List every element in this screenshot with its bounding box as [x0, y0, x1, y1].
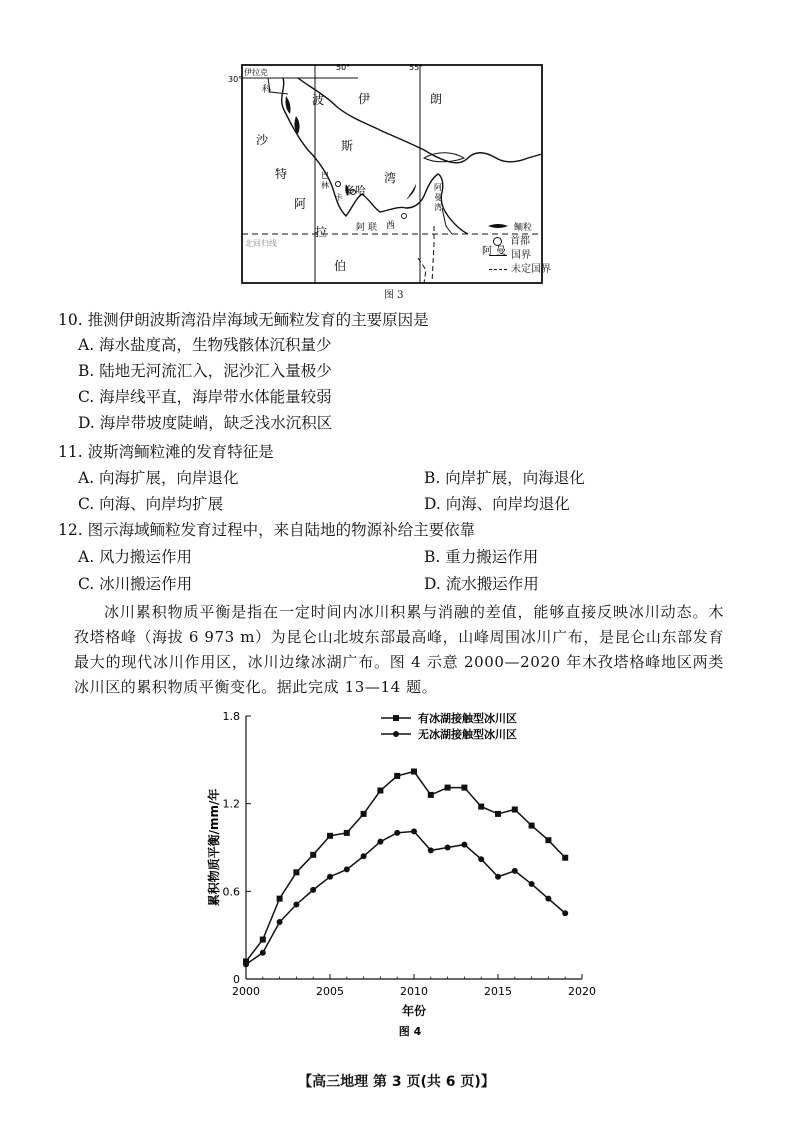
- x-tick-label: 2020: [568, 985, 596, 998]
- data-point-circle: [529, 881, 535, 887]
- label-uae-3: 酋: [386, 221, 396, 231]
- data-point-circle: [377, 839, 383, 845]
- legend-row-border: [489, 249, 579, 263]
- question-10-option-b[interactable]: B. 陆地无河流汇入，泥沙汇入量极少: [78, 362, 332, 380]
- question-12-option-d[interactable]: D. 流水搬运作用: [424, 575, 539, 593]
- data-point-square: [260, 937, 266, 943]
- label-iran-2: 朗: [430, 92, 443, 106]
- data-point-square: [529, 823, 535, 829]
- question-12-option-b[interactable]: B. 重力搬运作用: [424, 548, 539, 566]
- label-persian-3: 湾: [384, 171, 397, 185]
- undefined-border-icon: [489, 269, 507, 270]
- chart-axes: [206, 710, 596, 1038]
- question-12-option-c[interactable]: C. 冰川搬运作用: [78, 575, 193, 593]
- question-11-stem: 11. 波斯湾鲕粒滩的发育特征是: [58, 443, 274, 461]
- y-tick-label: 1.8: [222, 710, 240, 723]
- label-saudi-1: 沙: [256, 133, 269, 147]
- label-hormuz-1: 阿: [434, 183, 442, 192]
- data-point-square: [293, 869, 299, 875]
- data-point-square: [327, 833, 333, 839]
- data-point-square: [562, 855, 568, 861]
- data-point-square: [428, 792, 434, 798]
- label-oman-1: 阿: [482, 246, 492, 257]
- data-point-circle: [327, 874, 333, 880]
- question-11-option-d[interactable]: D. 向海、向岸均退化: [424, 495, 570, 513]
- passage-text: 冰川累积物质平衡是指在一定时间内冰川积累与消融的差值，能够直接反映冰川动态。木孜塔格峰（海拔 6 973 m）为昆仑山北坡东部最高峰，山峰周围冰川广布，是昆仑山东部发育最大的现代冰川作用区，冰川边缘冰湖广布。图 4 示意 2000—2020 年木孜塔格峰地区两类冰川区的累积物质平衡变化。据此完成 13—14 题。: [74, 603, 724, 696]
- x-tick-label: 2015: [484, 985, 512, 998]
- capital-icon: [493, 237, 502, 246]
- data-point-square: [361, 811, 367, 817]
- data-point-circle: [428, 847, 434, 853]
- x-tick-label: 2000: [232, 985, 260, 998]
- data-point-square: [394, 773, 400, 779]
- y-axis-label: 累积物质平衡/mm/年: [207, 788, 221, 907]
- data-point-square: [411, 769, 417, 775]
- legend-oolite-label: 鲕粒: [514, 223, 533, 233]
- data-point-square: [310, 852, 316, 858]
- y-tick-label: 0.6: [222, 885, 240, 899]
- data-point-circle: [361, 853, 367, 859]
- legend-border-label: 国界: [511, 250, 531, 261]
- chart-legend: [381, 711, 517, 741]
- data-point-square: [461, 785, 467, 791]
- data-point-circle: [562, 910, 568, 916]
- x-axis-label: 年份: [401, 1004, 427, 1018]
- data-point-circle: [545, 896, 551, 902]
- legend-row-undefined: [489, 263, 579, 277]
- map-caption: 图 3: [384, 290, 404, 301]
- data-point-circle: [411, 828, 417, 834]
- y-tick-label: 0: [233, 973, 240, 986]
- label-saudi-4: 拉: [315, 225, 328, 239]
- data-point-circle: [495, 874, 501, 880]
- data-point-circle: [344, 866, 350, 872]
- label-persian-2: 斯: [341, 139, 354, 153]
- label-tropic: 北回归线: [245, 239, 277, 248]
- x-tick-label: 2010: [400, 985, 428, 998]
- y-tick-label: 1.2: [222, 797, 240, 811]
- question-10-stem: 10. 推测伊朗波斯湾沿岸海域无鲕粒发育的主要原因是: [58, 311, 429, 329]
- question-10-option-d[interactable]: D. 海岸带坡度陡峭，缺乏浅水沉积区: [78, 414, 333, 432]
- question-10-option-a[interactable]: A. 海水盐度高，生物残骸体沉积量少: [78, 336, 332, 354]
- page-footer: 【高三地理 第 3 页(共 6 页)】: [298, 1074, 495, 1090]
- data-point-square: [478, 804, 484, 810]
- x-tick-label: 2005: [316, 985, 344, 998]
- chart-caption: 图 4: [398, 1025, 422, 1038]
- data-point-square: [545, 837, 551, 843]
- data-point-square: [377, 788, 383, 794]
- label-saudi-2: 特: [275, 167, 288, 181]
- label-kuwait: 科: [262, 85, 272, 95]
- data-point-circle: [461, 842, 467, 848]
- data-point-circle: [243, 961, 249, 967]
- legend-label-1: 无冰湖接触型冰川区: [418, 728, 517, 741]
- label-saudi-5: 伯: [334, 259, 347, 273]
- data-point-circle: [310, 887, 316, 893]
- data-point-circle: [260, 950, 266, 956]
- data-point-square: [277, 896, 283, 902]
- data-point-square: [445, 785, 451, 791]
- data-point-square: [344, 830, 350, 836]
- lat-label-30: 30°: [228, 75, 243, 84]
- data-point-circle: [445, 845, 451, 851]
- label-oman-2: 曼: [496, 246, 506, 257]
- question-12-stem: 12. 图示海域鲕粒发育过程中，来自陆地的物源补给主要依靠: [58, 521, 476, 539]
- data-point-circle: [394, 830, 400, 836]
- data-point-square: [512, 807, 518, 813]
- border-line-icon: [489, 255, 507, 256]
- question-11-option-b[interactable]: B. 向岸扩展，向海退化: [424, 469, 585, 487]
- question-11-option-c[interactable]: C. 向海、向岸均扩展: [78, 495, 224, 513]
- label-bahrain-1: 巴: [321, 171, 329, 180]
- data-point-circle: [512, 868, 518, 874]
- label-uae-2: 联: [368, 223, 378, 233]
- question-12-option-a[interactable]: A. 风力搬运作用: [78, 548, 193, 566]
- label-doha: 多哈: [344, 184, 366, 197]
- label-hormuz-3: 湾: [434, 203, 442, 212]
- legend-marker-square: [393, 715, 399, 721]
- data-point-square: [495, 811, 501, 817]
- legend-undefined-label: 未定国界: [511, 264, 551, 275]
- label-iraq: 伊拉克: [244, 68, 268, 77]
- series-line-0: [246, 772, 565, 962]
- data-point-circle: [293, 901, 299, 907]
- map-legend: [489, 235, 579, 277]
- lon-label-50: 50°: [336, 63, 351, 72]
- label-qatar: 卡: [335, 193, 343, 202]
- question-10-option-c[interactable]: C. 海岸线平直，海岸带水体能量较弱: [78, 388, 332, 406]
- question-11-option-a[interactable]: A. 向海扩展，向岸退化: [78, 469, 239, 487]
- data-point-circle: [478, 856, 484, 862]
- lon-label-55: 55°: [409, 63, 424, 72]
- label-persian-1: 波: [312, 93, 325, 107]
- label-saudi-3: 阿: [294, 197, 307, 211]
- legend-label-0: 有冰湖接触型冰川区: [418, 712, 517, 725]
- legend-capital-label: 首都: [510, 236, 530, 247]
- label-uae-1: 阿: [356, 223, 366, 233]
- chart-svg: [196, 700, 616, 1040]
- label-iran-1: 伊: [358, 92, 371, 106]
- chart-series: [243, 769, 568, 968]
- legend-marker-circle: [393, 731, 399, 737]
- legend-row-capital: [489, 235, 579, 249]
- glacier-mass-balance-chart: [196, 700, 616, 1040]
- series-line-1: [246, 831, 565, 964]
- data-point-circle: [277, 919, 283, 925]
- label-bahrain-2: 林: [321, 181, 329, 190]
- label-hormuz-2: 曼: [434, 193, 442, 202]
